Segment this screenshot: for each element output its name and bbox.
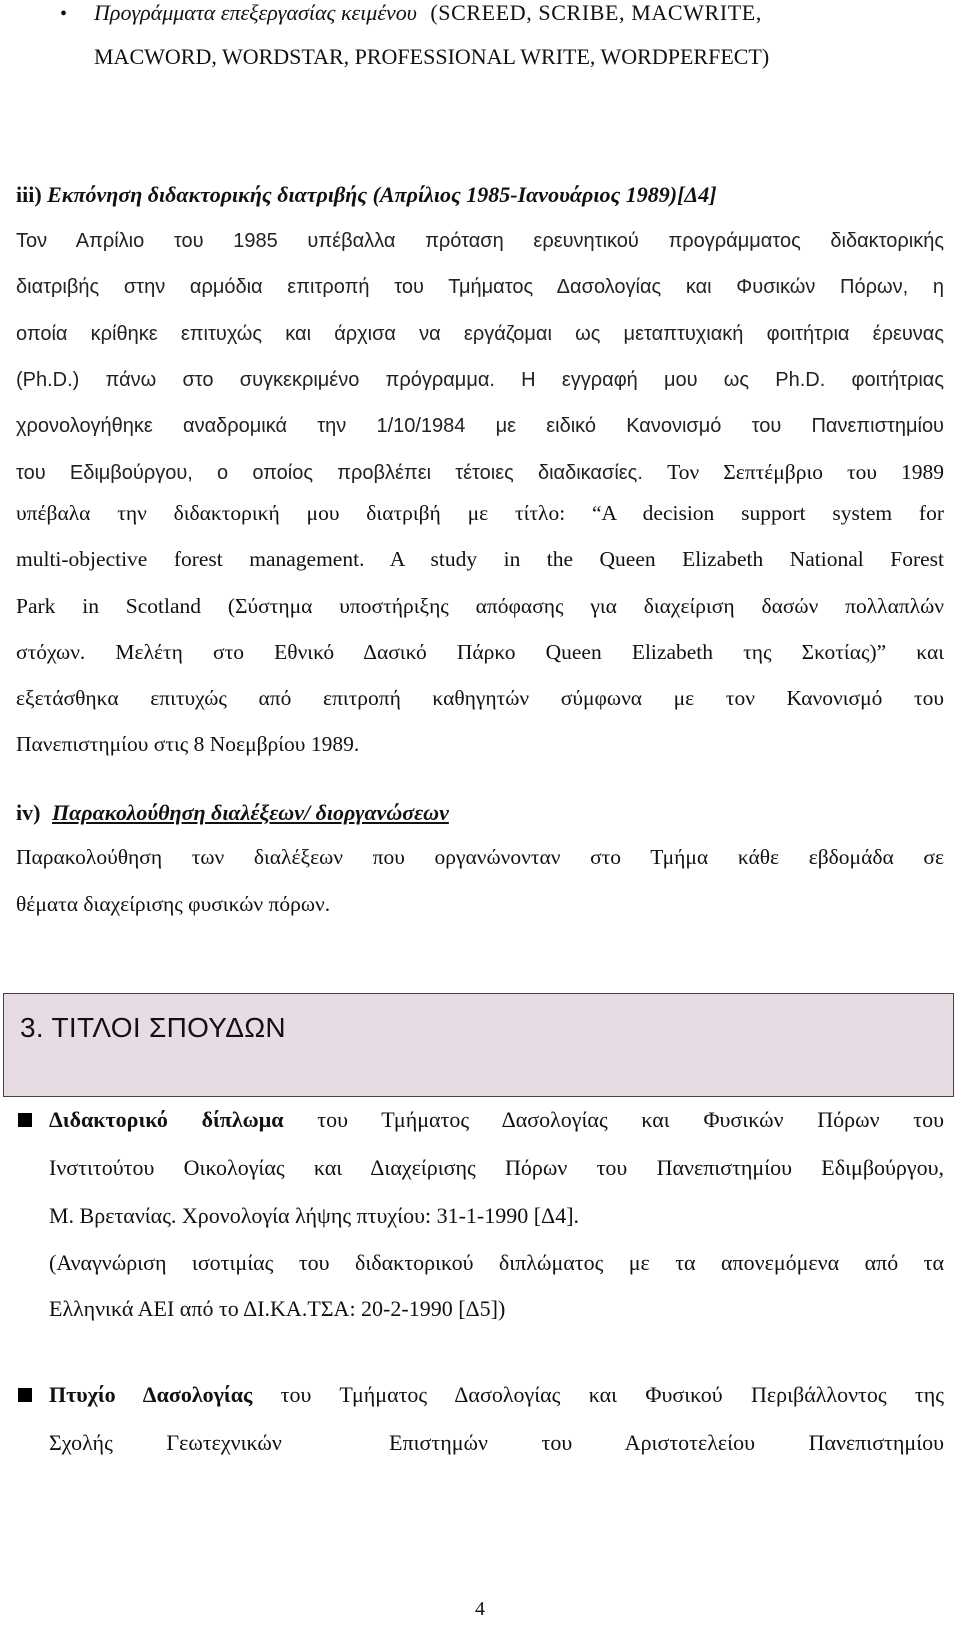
- software-list-line-1: Προγράμματα επεξεργασίας κειμένου (SCREED, SCRIBE, MACWRITE,: [94, 0, 762, 25]
- section-title: 3. ΤΙΤΛΟΙ ΣΠΟΥΔΩΝ: [20, 1012, 286, 1043]
- section-heading-box: [3, 993, 954, 1097]
- phd-paragraph-continued: υπέβαλα την διδακτορική μου διατριβή με τίτλο: “A decision support system for multi-objective forest management. A study in the Queen Elizabeth National Forest Park in Scotland (Σύστημα υποστήριξης απόφασης για διαχείριση δασών πολλαπλών στόχων. Μελέτη στο Εθνικό Δασικό Πάρκο Queen Elizabeth της Σκοτίας)” και εξετάσθηκα επιτυχώς από επιτροπή καθηγητών σύμφωνα με τον Κανονισμό του Πανεπιστημίου στις 8 Νοεμβρίου 1989.: [16, 501, 944, 757]
- phd-heading: iii) Εκπόνηση διδακτορικής διατριβής (Απρίλιος 1985-Ιανουάριος 1989)[Δ4]: [16, 182, 717, 207]
- degree-phd: Διδακτορικό δίπλωμα του Τμήματος Δασολογίας και Φυσικών Πόρων του Ινστιτούτου Οικολογίας και Διαχείρισης Πόρων του Πανεπιστημίου Εδιμβούργου, Μ. Βρετανίας. Χρονολογία λήψης πτυχίου: 31-1-1990 [Δ4]. (Αναγνώριση ισοτιμίας του διδακτορικού διπλώματος με τα απονεμόμενα από τα Ελληνικά ΑΕΙ από το ΔΙ.ΚΑ.ΤΣΑ: 20-2-1990 [Δ5]): [49, 1107, 944, 1321]
- phd-paragraph: Τον Απρίλιο του 1985 υπέβαλλα πρόταση ερευνητικού προγράμματος διδακτορικής διατριβής στην αρμόδια επιτροπή του Τμήματος Δασολογίας και Φυσικών Πόρων, η οποία κρίθηκε επιτυχώς και άρχισα να εργάζομαι ως μεταπτυχιακή φοιτήτρια έρευνας (Ph.D.) πάνω στο συγκεκριμένο πρόγραμμα. Η εγγραφή μου ως Ph.D. φοιτήτριας χρονολογήθηκε αναδρομικά την 1/10/1984 με ειδικό Κανονισμό του Πανεπιστημίου του Εδιμβούργου, ο οποίος προβλέπει τέτοιες διαδικασίες. Τον Σεπτέμβριο του 1989: [16, 230, 945, 485]
- software-list-line-2: MACWORD, WORDSTAR, PROFESSIONAL WRITE, WORDPERFECT): [94, 44, 770, 69]
- page-number: 4: [475, 1598, 485, 1620]
- lectures-heading: iv) Παρακολούθηση διαλέξεων/ διοργανώσεων: [16, 800, 449, 825]
- degree-forestry: Πτυχίο Δασολογίας του Τμήματος Δασολογίας και Φυσικού Περιβάλλοντος της Σχολής Γεωτεχνικών Επιστημών του Αριστοτελείου Πανεπιστημίου: [49, 1382, 944, 1455]
- bullet-dot: •: [60, 3, 68, 25]
- square-bullet-icon: [18, 1388, 32, 1402]
- square-bullet-icon: [18, 1113, 32, 1127]
- lectures-paragraph: Παρακολούθηση των διαλέξεων που οργανώνονταν στο Τμήμα κάθε εβδομάδα σε θέματα διαχείρισης φυσικών πόρων.: [16, 845, 944, 916]
